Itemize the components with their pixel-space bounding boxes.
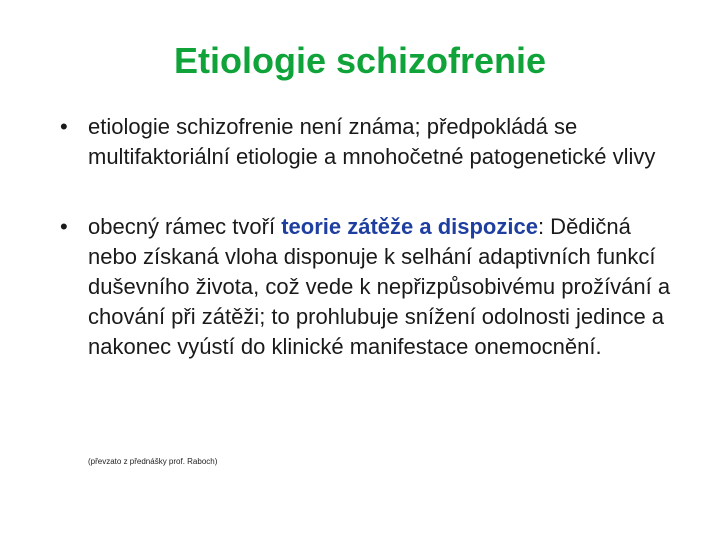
source-note: (převzato z přednášky prof. Raboch) (88, 457, 218, 466)
bullet-text: etiologie schizofrenie není známa; předpokládá se multifaktoriální etiologie a mnohočetné patogenetické vlivy (88, 114, 656, 169)
bullet-text-rest: : Dědičná nebo získaná vloha disponuje k selhání adaptivních funkcí duševního života, což vede k nepřizpůsobivému prožívání a chování při zátěži; to prohlubuje snížení odolnosti jedince a nakonec vyústí do klinické manifestace onemocnění. (88, 214, 671, 359)
slide-title: Etiologie schizofrenie (173, 40, 547, 81)
bullet-list (54, 112, 674, 362)
bullet-item-framework (54, 212, 674, 362)
highlighted-term: teorie zátěže a dispozice (281, 214, 538, 239)
bullet-marker: • (60, 114, 68, 139)
bullet-marker: • (60, 214, 68, 239)
bullet-text-lead: obecný rámec tvoří (88, 214, 282, 239)
bullet-item-etiology (54, 112, 674, 172)
